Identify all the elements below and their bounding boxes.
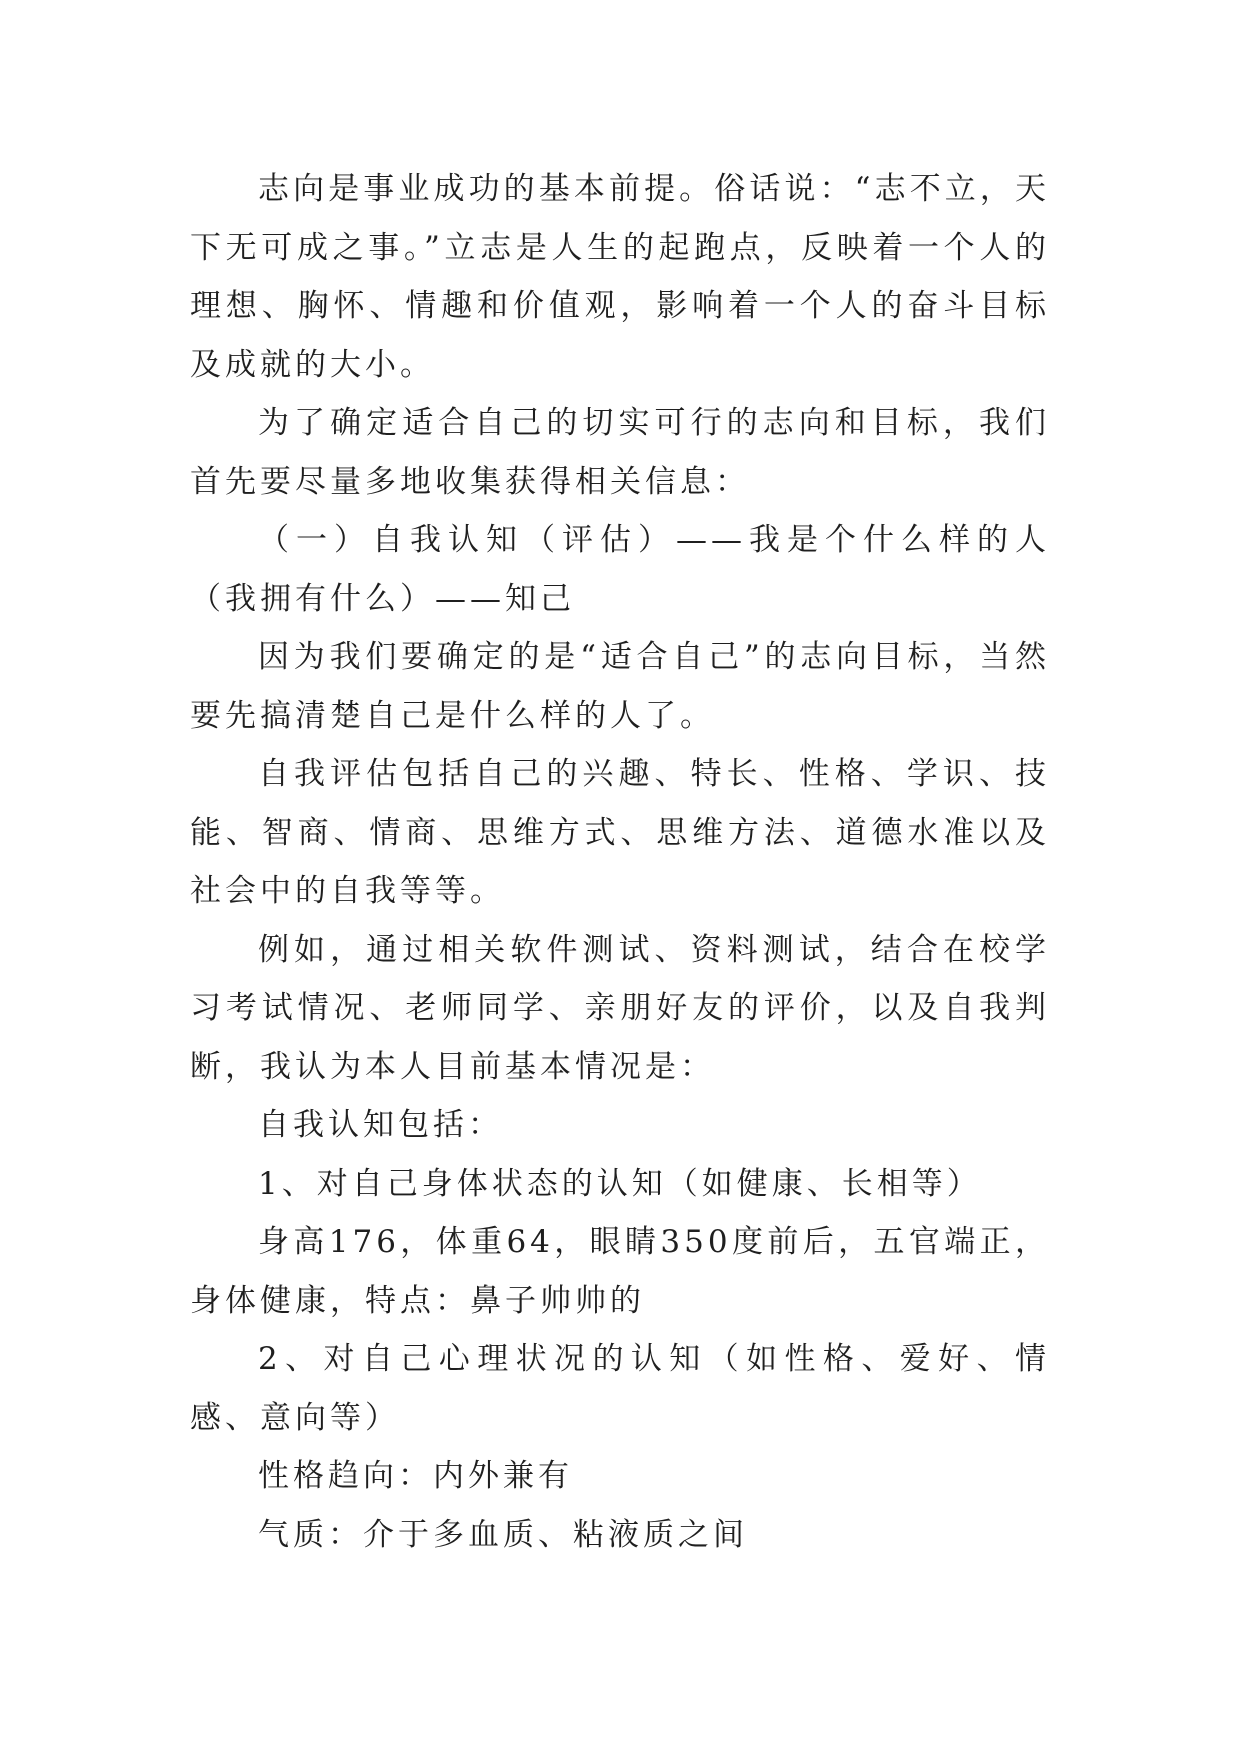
list-item-physical: 1、对自己身体状态的认知（如健康、长相等） — [258, 1165, 982, 1202]
paragraph-physical-details: 身高176，体重64，眼睛350度前后，五官端正，身体健康，特点：鼻子帅帅的 — [190, 1224, 1050, 1319]
list-item-psychological: 2、对自己心理状况的认知（如性格、爱好、情感、意向等） — [190, 1341, 1050, 1436]
paragraph-information: 为了确定适合自己的切实可行的志向和目标，我们首先要尽量多地收集获得相关信息： — [190, 405, 1050, 500]
document-body — [190, 160, 1050, 1564]
paragraph-ambition: 志向是事业成功的基本前提。俗话说：“志不立，天下无可成之事。”立志是人生的起跑点，反映着一个人的理想、胸怀、情趣和价值观，影响着一个人的奋斗目标及成就的大小。 — [190, 171, 1050, 383]
paragraph-includes: 自我认知包括： — [258, 1107, 503, 1143]
paragraph-example: 例如，通过相关软件测试、资料测试，结合在校学习考试情况、老师同学、亲朋好友的评价，以及自我判断，我认为本人目前基本情况是： — [190, 931, 1050, 1085]
section-heading-self-cognition: （一）自我认知（评估）——我是个什么样的人（我拥有什么）——知己 — [190, 522, 1050, 617]
paragraph-self-assessment: 自我评估包括自己的兴趣、特长、性格、学识、技能、智商、情商、思维方式、思维方法、道德水准以及社会中的自我等等。 — [190, 756, 1050, 909]
paragraph-personality: 性格趋向：内外兼有 — [258, 1458, 573, 1494]
paragraph-know-yourself: 因为我们要确定的是“适合自己”的志向目标，当然要先搞清楚自己是什么样的人了。 — [190, 639, 1050, 734]
paragraph-temperament: 气质：介于多血质、粘液质之间 — [258, 1516, 748, 1553]
